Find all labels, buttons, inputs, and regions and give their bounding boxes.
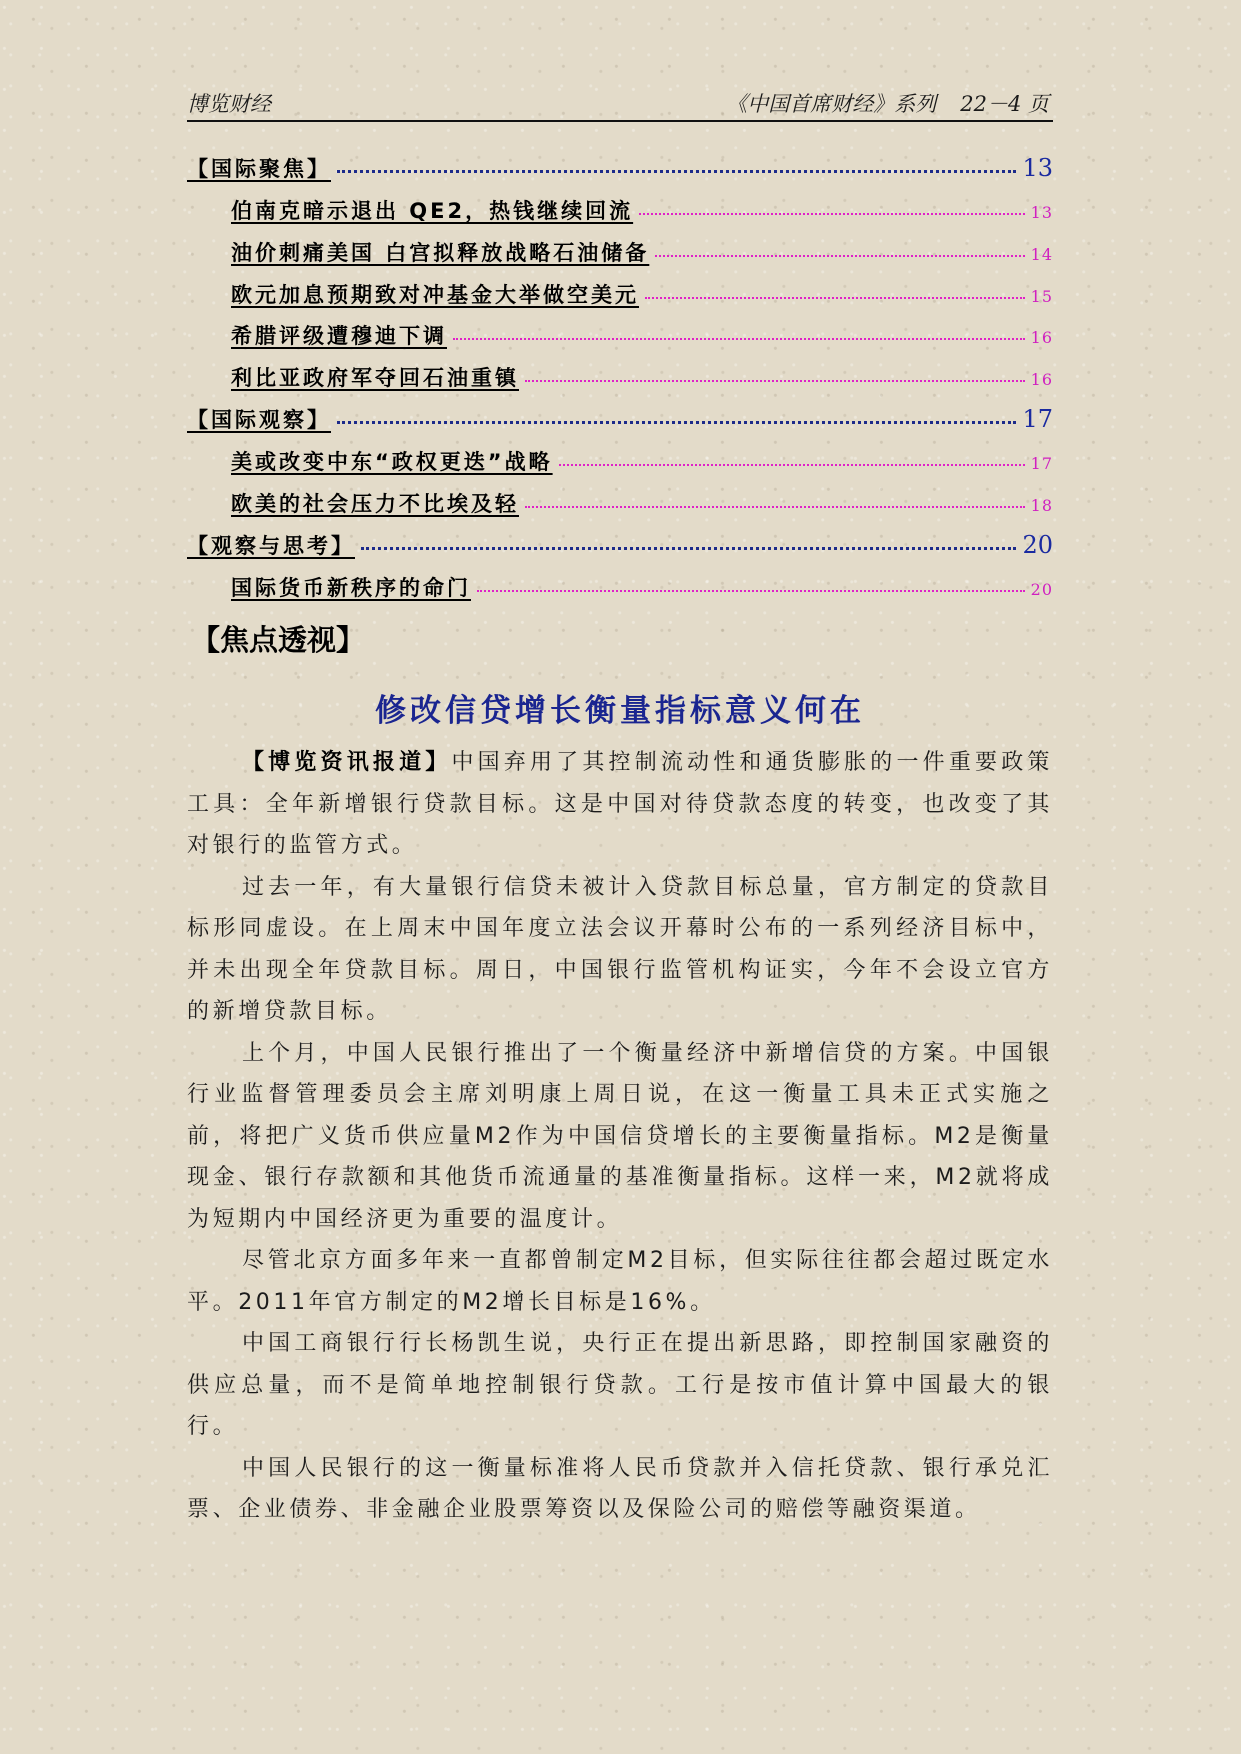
toc-leader	[337, 421, 1016, 424]
toc-entry[interactable]	[187, 572, 1053, 614]
toc-leader	[639, 213, 1025, 215]
toc-page-number: 16	[1030, 370, 1053, 390]
toc-label[interactable]: 欧元加息预期致对冲基金大举做空美元	[231, 282, 639, 307]
toc-label[interactable]: 国际货币新秩序的命门	[231, 575, 471, 600]
article-paragraph: 中国人民银行的这一衡量标准将人民币贷款并入信托贷款、银行承兑汇票、企业债券、非金融企业股票筹资以及保险公司的赔偿等融资渠道。	[187, 1455, 1053, 1522]
toc-section-international-focus[interactable]	[187, 153, 1053, 195]
series-name: 《中国首席财经》系列	[726, 92, 937, 116]
toc-entry[interactable]	[187, 320, 1053, 362]
toc-entry[interactable]	[187, 446, 1053, 488]
paragraph-text: 中国弃用了其控制流动性和通货膨胀的一件重要政策工具：全年新增银行贷款目标。这是中国对待贷款态度的转变，也改变了其对银行的监管方式。	[187, 750, 1053, 858]
article-paragraph: 尽管北京方面多年来一直都曾制定M2目标，但实际往往都会超过既定水平。2011年官方制定的M2增长目标是16%。	[187, 1248, 1053, 1315]
toc-page-number: 20	[1022, 530, 1053, 559]
toc-leader	[525, 380, 1025, 382]
toc-label[interactable]: 希腊评级遭穆迪下调	[231, 324, 447, 349]
article-paragraph	[187, 742, 1053, 867]
toc-page-number: 20	[1030, 579, 1053, 599]
series-and-page	[726, 88, 1049, 118]
toc-label[interactable]: 伯南克暗示退出 QE2，热钱继续回流	[231, 199, 634, 223]
toc-leader	[477, 590, 1025, 592]
toc-label[interactable]: 【观察与思考】	[187, 533, 355, 558]
toc-label[interactable]: 欧美的社会压力不比埃及轻	[231, 491, 519, 516]
table-of-contents	[187, 153, 1053, 613]
toc-page-number: 13	[1022, 154, 1053, 182]
toc-entry[interactable]	[187, 237, 1053, 279]
toc-page-number: 13	[1030, 203, 1053, 222]
toc-entry[interactable]	[187, 488, 1053, 530]
toc-entry[interactable]	[187, 195, 1053, 237]
article-title: 修改信贷增长衡量指标意义何在	[375, 693, 865, 729]
toc-label[interactable]: 【国际观察】	[187, 407, 331, 432]
toc-page-number: 16	[1030, 328, 1053, 348]
toc-leader	[525, 506, 1025, 508]
toc-page-number: 18	[1030, 495, 1053, 515]
toc-section-observation-and-thinking[interactable]	[187, 530, 1053, 572]
toc-page-number: 17	[1030, 453, 1053, 473]
toc-page-number: 14	[1030, 244, 1053, 264]
toc-label[interactable]: 美或改变中东“政权更迭”战略	[231, 449, 553, 474]
toc-section-international-observation[interactable]	[187, 404, 1053, 446]
article-body	[187, 742, 1053, 1531]
toc-leader	[645, 297, 1025, 299]
toc-leader	[361, 547, 1016, 550]
toc-label[interactable]: 利比亚政府军夺回石油重镇	[231, 366, 519, 391]
article-paragraph: 过去一年，有大量银行信贷未被计入贷款目标总量，官方制定的贷款目标形同虚设。在上周末中国年度立法会议开幕时公布的一系列经济目标中，并未出现全年贷款目标。周日，中国银行监管机构证实，今年不会设立官方的新增贷款目标。	[187, 874, 1053, 1024]
lead-tag: 【博览资讯报道】	[242, 750, 452, 775]
section-heading: 【焦点透视】	[191, 623, 366, 657]
toc-label[interactable]: 【国际聚焦】	[187, 157, 331, 181]
toc-page-number: 15	[1030, 286, 1053, 306]
publication-name: 博览财经	[187, 92, 271, 116]
toc-entry[interactable]	[187, 362, 1053, 404]
toc-leader	[559, 464, 1025, 466]
toc-leader	[655, 255, 1024, 257]
toc-leader	[453, 338, 1025, 340]
article-paragraph: 上个月，中国人民银行推出了一个衡量经济中新增信贷的方案。中国银行业监督管理委员会主席刘明康上周日说，在这一衡量工具未正式实施之前，将把广义货币供应量M2作为中国信贷增长的主要衡量指标。M2是衡量现金、银行存款额和其他货币流通量的基准衡量指标。这样一来，M2就将成为短期内中国经济更为重要的温度计。	[187, 1040, 1053, 1232]
running-header	[187, 88, 1053, 122]
page-number: 22－4 页	[960, 92, 1049, 116]
article-paragraph: 中国工商银行行长杨凯生说，央行正在提出新思路，即控制国家融资的供应总量，而不是简单地控制银行贷款。工行是按市值计算中国最大的银行。	[187, 1331, 1053, 1439]
toc-leader	[337, 170, 1016, 173]
toc-page-number: 17	[1022, 404, 1053, 433]
toc-label[interactable]: 油价刺痛美国 白宫拟释放战略石油储备	[231, 240, 650, 265]
toc-entry[interactable]	[187, 279, 1053, 321]
